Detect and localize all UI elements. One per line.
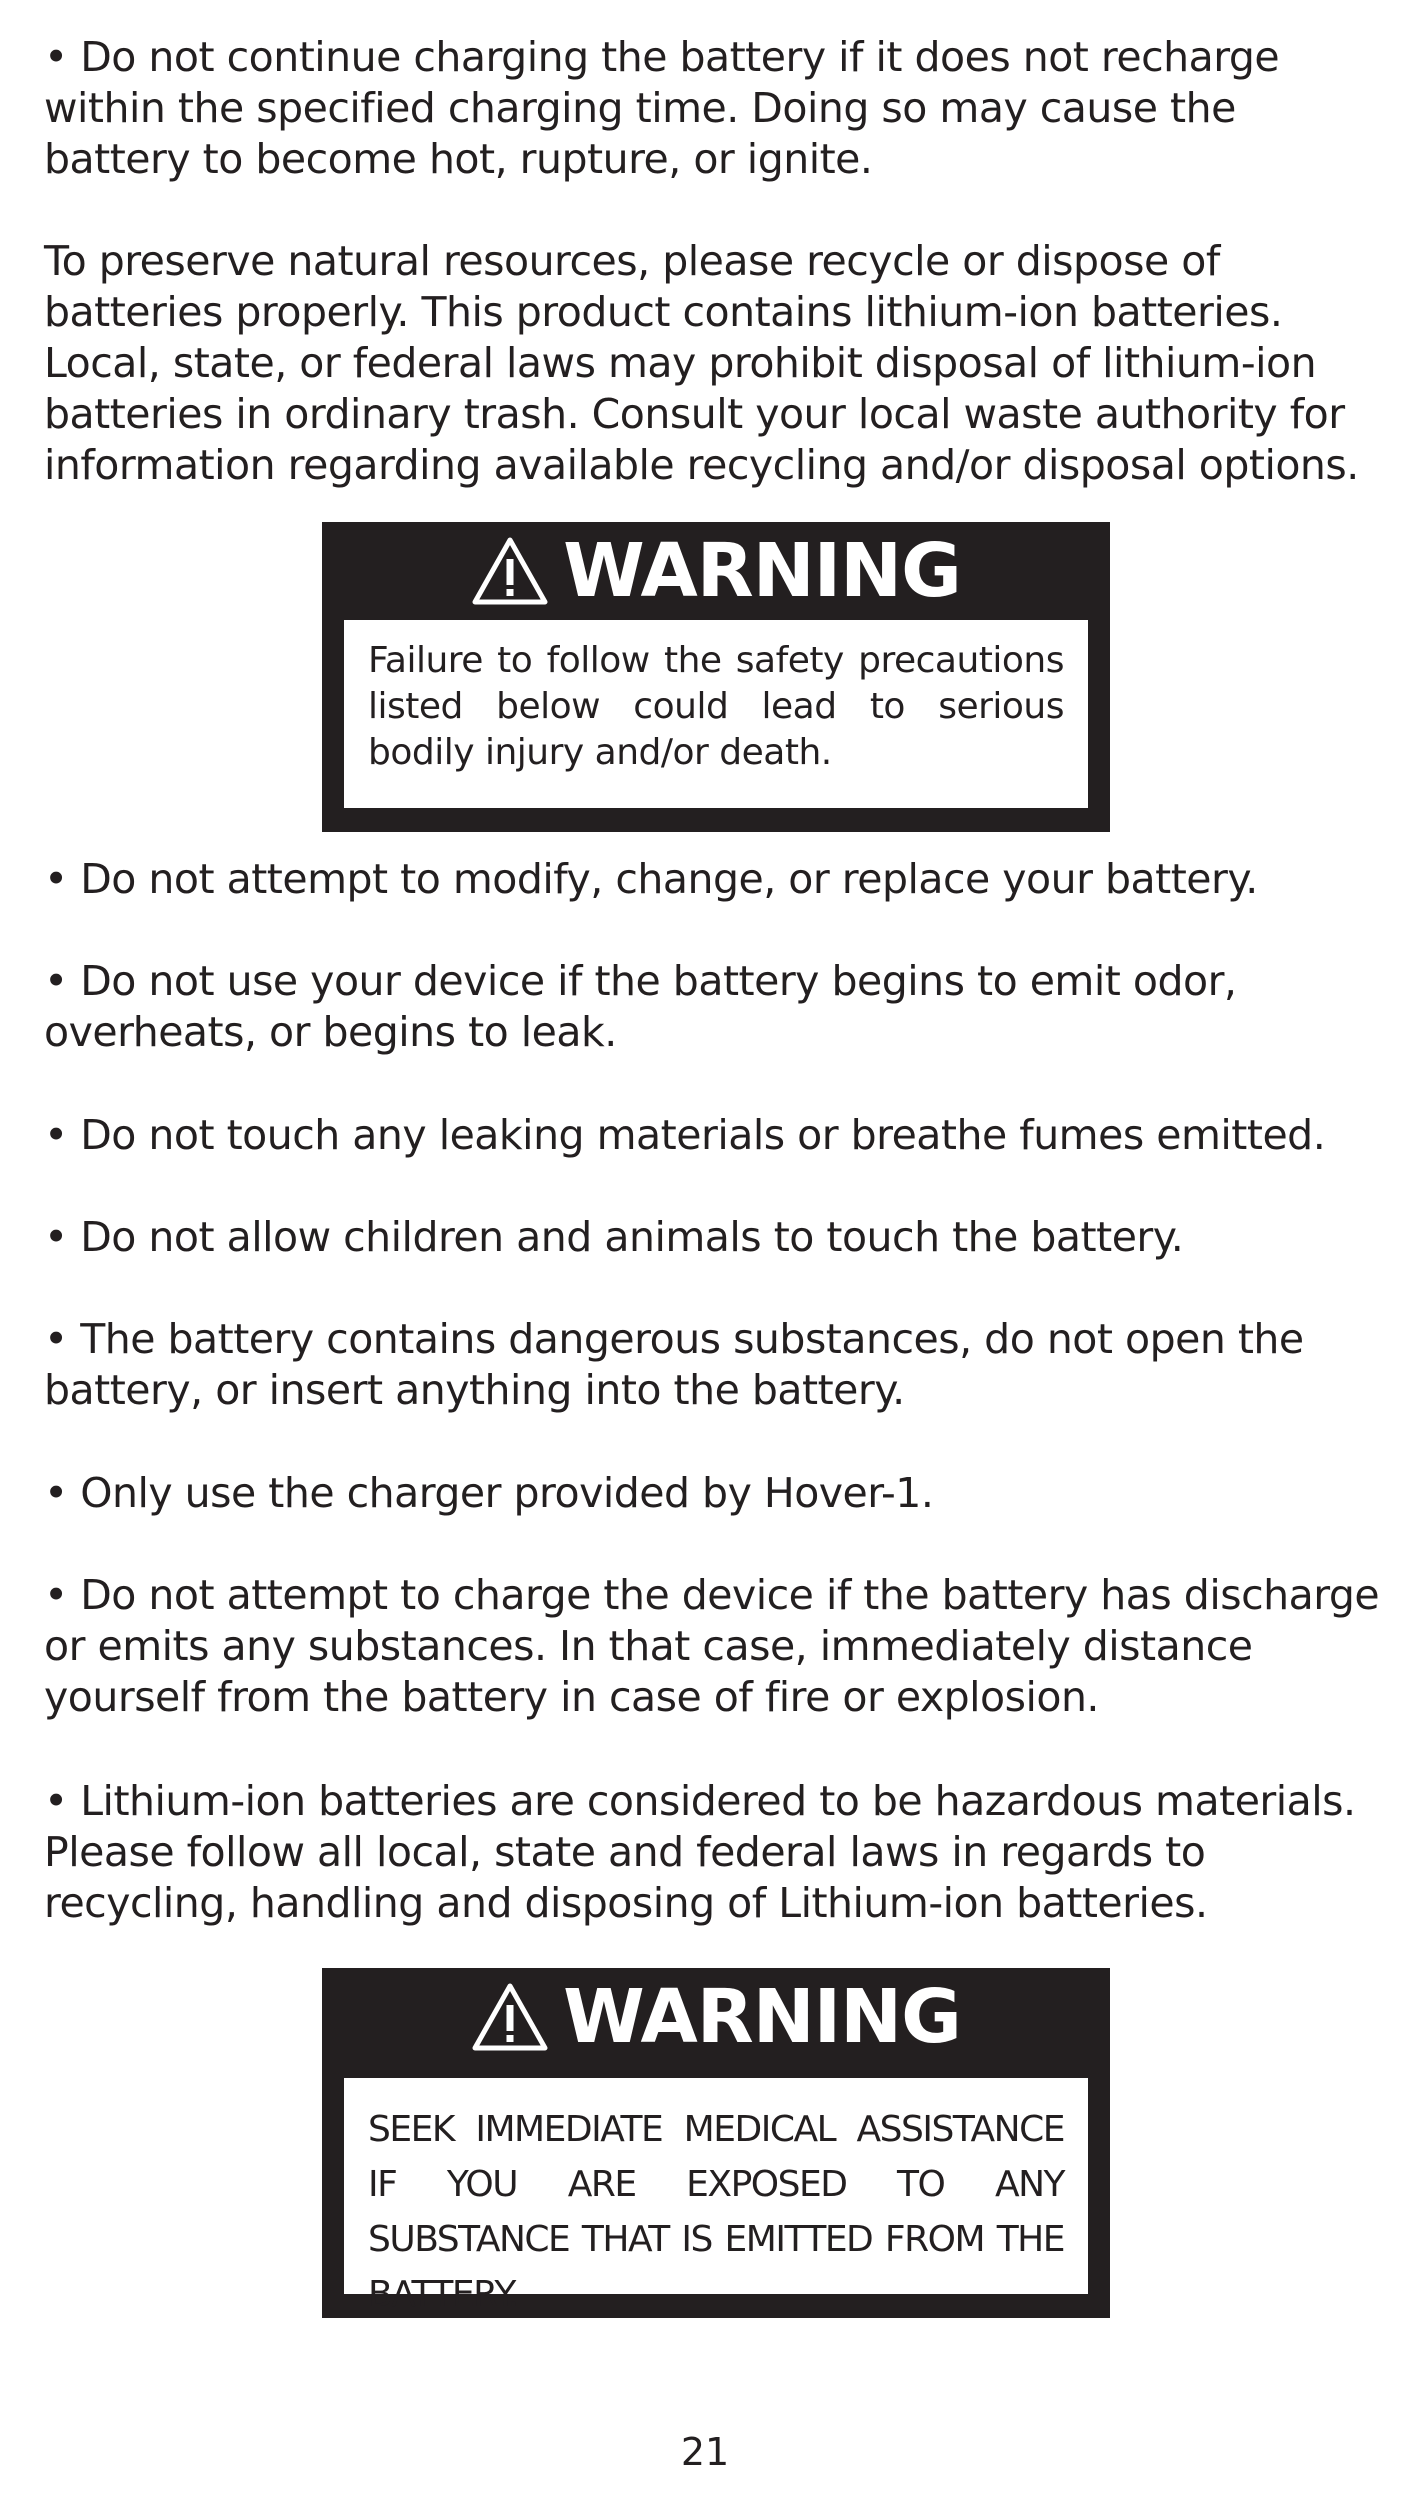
warning-header	[322, 1968, 1110, 2066]
bullet-discharge-emits: • Do not attempt to charge the device if the battery has discharge or emits any substances. In that case, immediately distance yourself from the battery in case of fire or explosion.	[44, 1571, 1380, 1721]
warning-box-medical	[322, 1968, 1110, 2318]
bullet-leaking-materials: • Do not touch any leaking materials or breathe fumes emitted.	[44, 1111, 1326, 1159]
warning-header	[322, 522, 1110, 620]
warning-title: WARNING	[563, 528, 961, 614]
bullet-modify-battery: • Do not attempt to modify, change, or replace your battery.	[44, 855, 1258, 903]
warning-body	[344, 2078, 1088, 2315]
charging-time-bullet: • Do not continue charging the battery if it does not recharge within the specified charging time. Doing so may cause the battery to become hot, rupture, or ignite.	[44, 33, 1280, 183]
warning-triangle-icon	[471, 1981, 549, 2053]
warning-triangle-icon	[471, 535, 549, 607]
bullet-dangerous-substances: • The battery contains dangerous substances, do not open the battery, or insert anything into the battery.	[44, 1315, 1304, 1414]
warning-text: Failure to follow the safety precautions listed below could lead to serious bodily injury and/or death.	[368, 640, 1064, 773]
bullet-odor-overheat: • Do not use your device if the battery begins to emit odor, overheats, or begins to leak.	[44, 957, 1237, 1056]
bullet-hazardous-materials: • Lithium-ion batteries are considered to be hazardous materials. Please follow all local, state and federal laws in regards to recycling, handling and disposing of Lithium-ion batteries.	[44, 1777, 1356, 1927]
warning-text: SEEK IMMEDIATE MEDICAL ASSISTANCE IF YOU ARE EXPOSED TO ANY SUBSTANCE THAT IS EMITTED FROM THE BATTERY.	[368, 2109, 1064, 2315]
bullet-charger-hover1: • Only use the charger provided by Hover-1.	[44, 1469, 934, 1517]
warning-box-precautions	[322, 522, 1110, 832]
warning-title: WARNING	[563, 1974, 961, 2060]
warning-body	[344, 620, 1088, 808]
page-number: 21	[680, 2430, 730, 2474]
recycling-paragraph: To preserve natural resources, please recycle or dispose of batteries properly. This product contains lithium-ion batteries. Local, state, or federal laws may prohibit disposal of lithium-ion batteries in ordinary trash. Consult your local waste authority for information regarding available recycling and/or disposal options.	[44, 237, 1359, 489]
bullet-children-animals: • Do not allow children and animals to touch the battery.	[44, 1213, 1184, 1261]
